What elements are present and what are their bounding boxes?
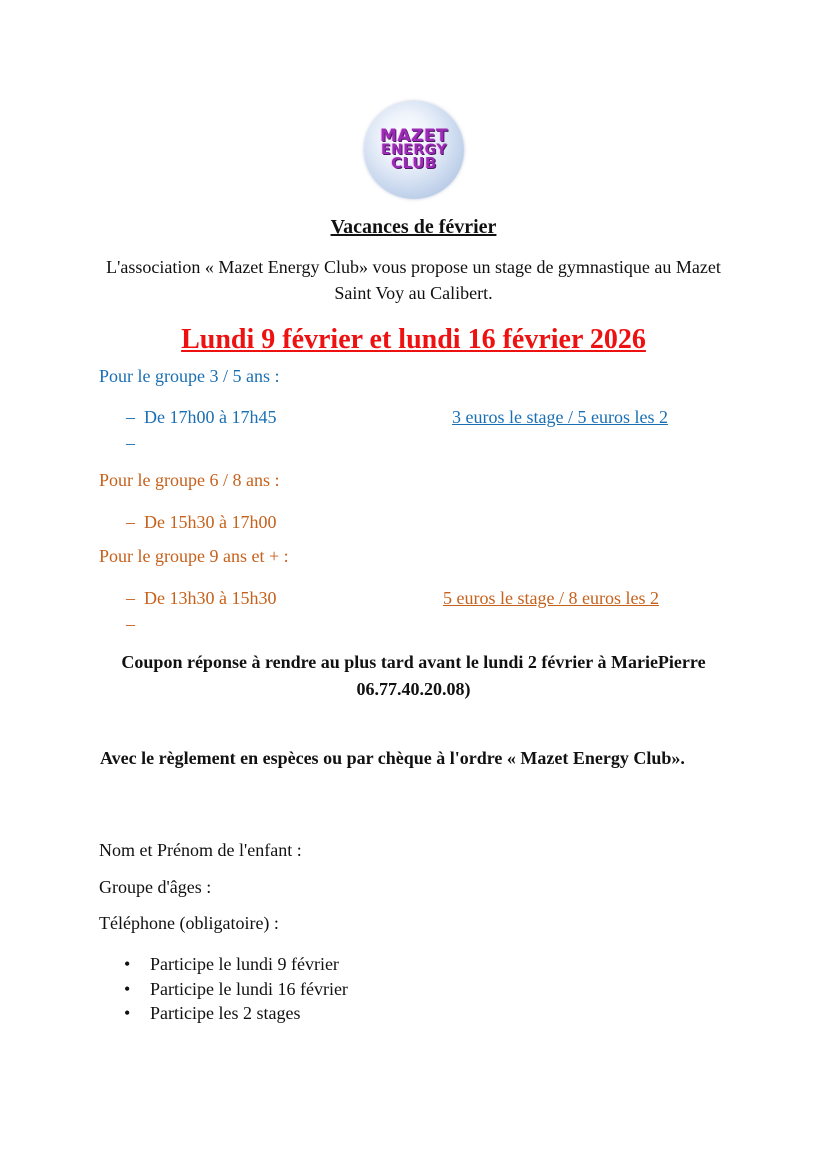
payment-instructions: Avec le règlement en espèces ou par chèque à l'ordre « Mazet Energy Club». — [100, 748, 685, 768]
group-6-8-time-slot: De 15h30 à 17h00 — [144, 512, 277, 532]
age-group-field-label: Groupe d'âges : — [99, 877, 212, 897]
group-6-8-dash: – — [126, 512, 135, 532]
logo-text-club: CLUB — [391, 154, 437, 173]
choice-label: Participe le lundi 16 février — [150, 978, 348, 999]
participation-choices — [124, 953, 348, 1027]
bullet-icon: • — [124, 954, 131, 974]
logo-text-mazet: MAZET — [379, 125, 449, 146]
phone-field-label: Téléphone (obligatoire) : — [99, 913, 279, 933]
group-9-plus-empty-dash: – — [126, 614, 135, 634]
mazet-energy-club-logo — [364, 101, 464, 199]
group-3-5-time-slot: De 17h00 à 17h45 — [144, 407, 277, 427]
group-6-8-label: Pour le groupe 6 / 8 ans : — [99, 470, 280, 490]
list-item — [124, 978, 348, 1003]
group-9-plus-dash: – — [126, 588, 135, 608]
bullet-icon: • — [124, 1003, 131, 1023]
logo-text-energy: ENERGY — [381, 142, 447, 159]
group-3-5-price: 3 euros le stage / 5 euros les 2 — [452, 407, 668, 427]
group-9-plus-label: Pour le groupe 9 ans et + : — [99, 546, 289, 566]
group-3-5-label: Pour le groupe 3 / 5 ans : — [99, 366, 280, 386]
list-item — [124, 1002, 348, 1027]
group-3-5-dash: – — [126, 407, 135, 427]
child-name-field-label: Nom et Prénom de l'enfant : — [99, 840, 302, 860]
event-dates-heading: Lundi 9 février et lundi 16 février 2026 — [181, 324, 646, 355]
choice-label: Participe le lundi 9 février — [150, 954, 339, 974]
group-9-plus-price: 5 euros le stage / 8 euros les 2 — [443, 588, 659, 608]
choice-label: Participe les 2 stages — [150, 1003, 301, 1023]
intro-paragraph: L'association « Mazet Energy Club» vous propose un stage de gymnastique au Mazet Saint Voy au Calibert. — [106, 257, 721, 303]
group-9-plus-time-slot: De 13h30 à 15h30 — [144, 588, 277, 608]
page-title: Vacances de février — [330, 216, 497, 238]
bullet-icon: • — [124, 978, 131, 999]
coupon-instructions: Coupon réponse à rendre au plus tard avant le lundi 2 février à MariePierre 06.77.40.20.08) — [121, 652, 706, 699]
group-3-5-empty-dash: – — [126, 433, 135, 453]
list-item — [124, 953, 348, 978]
